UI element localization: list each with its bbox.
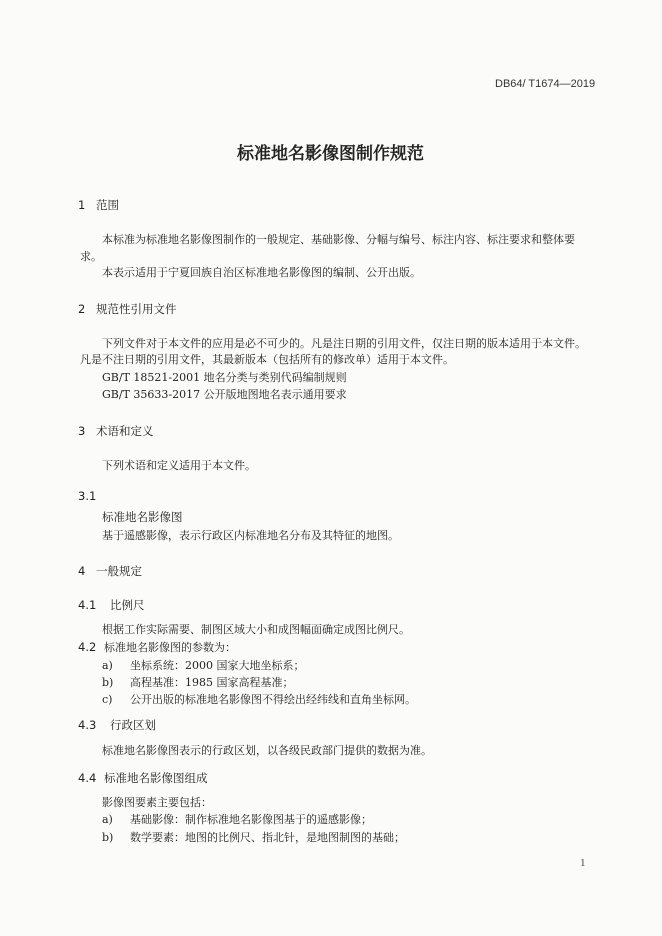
normative-reference: GB/T 18521-2001 地名分类与类别代码编制规则 — [102, 371, 347, 384]
clause-number: 4.1 — [78, 598, 97, 612]
normative-reference: GB/T 35633-2017 公开版地图地名表示通用要求 — [102, 388, 347, 401]
clause-4-3-heading — [78, 720, 156, 732]
section-title: 一般规定 — [96, 564, 142, 578]
section-title: 范围 — [96, 198, 119, 212]
list-item — [102, 694, 416, 705]
paragraph: 标准地名影像图表示的行政区划，以各级民政部门提供的数据为准。 — [102, 744, 432, 757]
paragraph: 影像图要素主要包括： — [102, 796, 212, 809]
paragraph: 下列文件对于本文件的应用是必不可少的。凡是注日期的引用文件，仅注日期的版本适用于本文件。 — [102, 337, 586, 350]
paragraph: 本标准为标准地名影像图制作的一般规定、基础影像、分幅与编号、标注内容、标注要求和整体要 — [102, 233, 575, 246]
clause-number: 3.1 — [78, 489, 97, 503]
section-number: 3 — [78, 424, 86, 438]
standard-code: DB64/ T1674—2019 — [495, 78, 596, 90]
list-item — [102, 660, 305, 671]
section-3-heading — [78, 426, 154, 438]
section-number: 2 — [78, 302, 86, 316]
list-item — [102, 814, 372, 825]
section-title: 术语和定义 — [96, 424, 154, 438]
list-item — [102, 677, 294, 688]
paragraph-cont: 凡是不注日期的引用文件，其最新版本（包括所有的修改单）适用于本文件。 — [80, 353, 454, 366]
section-title: 规范性引用文件 — [96, 302, 177, 316]
section-1-heading — [78, 200, 119, 212]
list-label: c) — [102, 693, 113, 706]
page-number: 1 — [580, 857, 586, 869]
clause-4-4-heading — [78, 773, 208, 785]
clause-4-2 — [78, 642, 236, 654]
paragraph: 本表示适用于宁夏回族自治区标准地名影像图的编制、公开出版。 — [102, 266, 421, 279]
clause-title: 标准地名影像图组成 — [104, 771, 208, 785]
clause-number: 4.3 — [78, 718, 97, 732]
list-text: 坐标系统：2000 国家大地坐标系； — [130, 659, 305, 672]
list-text: 数学要素：地图的比例尺、指北针，是地图制图的基础； — [130, 831, 405, 844]
section-4-heading — [78, 566, 142, 578]
list-item — [102, 832, 405, 843]
section-number: 1 — [78, 198, 86, 212]
clause-text: 标准地名影像图的参数为： — [104, 641, 236, 654]
section-number: 4 — [78, 564, 86, 578]
list-label: a) — [102, 659, 113, 672]
list-text: 基础影像：制作标准地名影像图基于的遥感影像； — [130, 813, 372, 826]
clause-title: 比例尺 — [110, 598, 145, 612]
clause-4-1-heading — [78, 600, 145, 612]
term-definition: 基于遥感影像，表示行政区内标准地名分布及其特征的地图。 — [102, 529, 399, 542]
list-label: b) — [102, 676, 114, 689]
list-label: a) — [102, 813, 113, 826]
clause-title: 行政区划 — [110, 718, 156, 732]
section-2-heading — [78, 304, 177, 316]
paragraph: 根据工作实际需要、制图区域大小和成图幅面确定成图比例尺。 — [102, 623, 410, 636]
paragraph-cont: 求。 — [80, 250, 102, 263]
list-label: b) — [102, 831, 114, 844]
paragraph: 下列术语和定义适用于本文件。 — [102, 459, 256, 472]
clause-number: 4.4 — [78, 771, 97, 785]
clause-number: 4.2 — [78, 640, 97, 654]
list-text: 公开出版的标准地名影像图不得绘出经纬线和直角坐标网。 — [130, 693, 416, 706]
term: 标准地名影像图 — [102, 510, 183, 524]
list-text: 高程基准：1985 国家高程基准； — [130, 676, 294, 689]
page-title: 标准地名影像图制作规范 — [237, 144, 424, 164]
